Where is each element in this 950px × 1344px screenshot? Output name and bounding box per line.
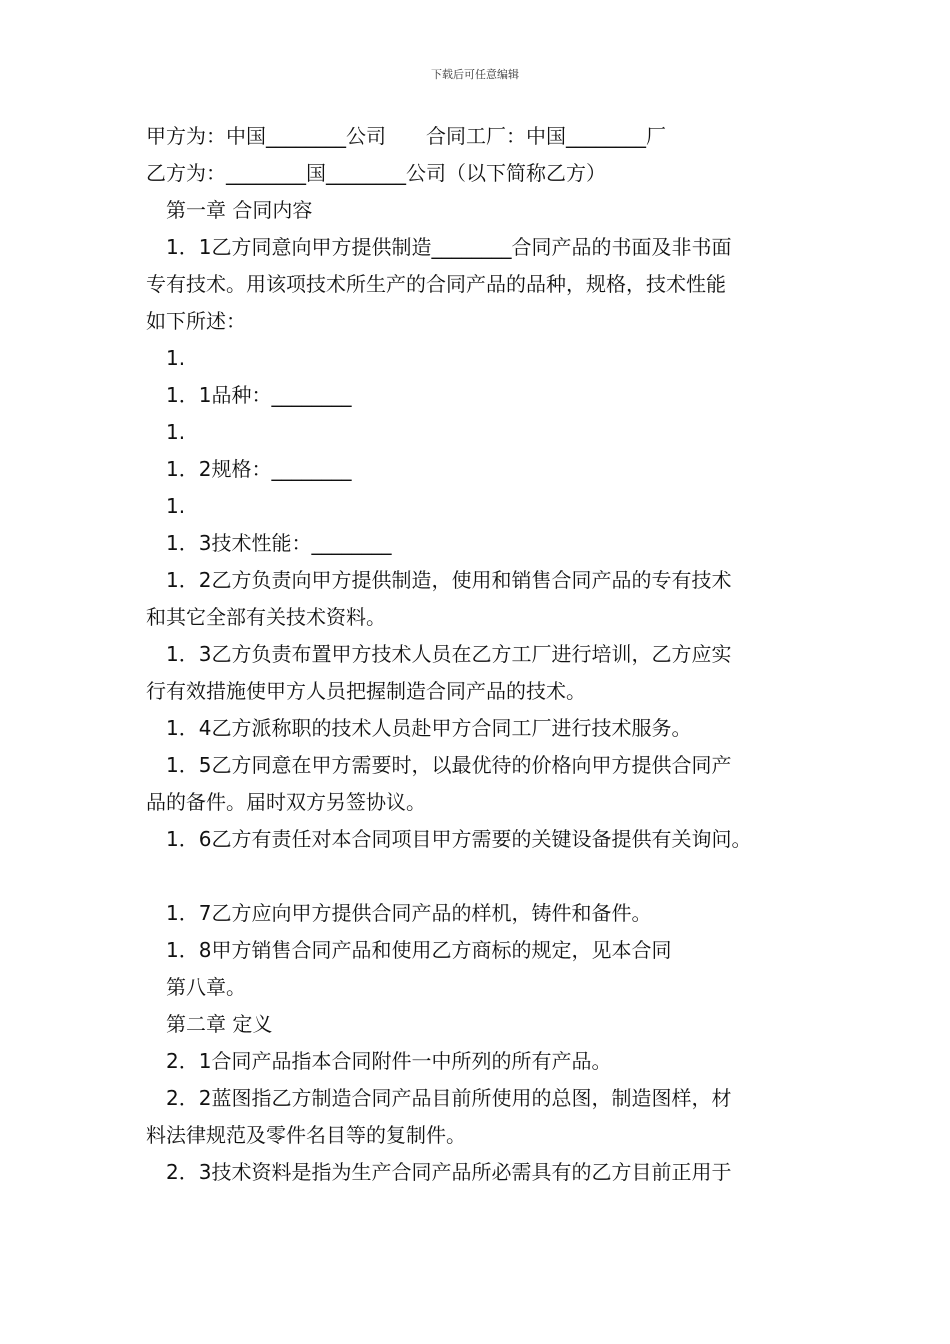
clause-1-8-line-2: 第八章。 [166, 975, 246, 999]
party-a-line: 甲方为：中国________公司 合同工厂：中国________厂 [146, 124, 666, 148]
item-specification: 1．2规格：________ [166, 457, 352, 481]
party-b-line: 乙方为：________国________公司（以下简称乙方） [146, 161, 606, 185]
page-header-note: 下载后可任意编辑 [431, 68, 519, 81]
clause-1-2-line-2: 和其它全部有关技术资料。 [146, 605, 386, 629]
clause-2-2-line-2: 料法律规范及零件名目等的复制件。 [146, 1123, 466, 1147]
clause-1-1-line-1: 1．1乙方同意向甲方提供制造________合同产品的书面及非书面 [166, 235, 732, 259]
blank-line [146, 858, 836, 895]
clause-1-5-line-2: 品的备件。届时双方另签协议。 [146, 790, 426, 814]
clause-2-3-line-1: 2．3技术资料是指为生产合同产品所必需具有的乙方目前正用于 [166, 1160, 732, 1184]
clause-1-1-line-2: 专有技术。用该项技术所生产的合同产品的品种，规格，技术性能 [146, 272, 726, 296]
list-marker-3: 1. [166, 494, 186, 518]
clause-1-8-line-1: 1．8甲方销售合同产品和使用乙方商标的规定，见本合同 [166, 938, 672, 962]
clause-1-3-line-1: 1．3乙方负责布置甲方技术人员在乙方工厂进行培训，乙方应实 [166, 642, 732, 666]
chapter-2-title: 第二章 定义 [166, 1012, 273, 1036]
clause-1-7: 1．7乙方应向甲方提供合同产品的样机，铸件和备件。 [166, 901, 652, 925]
list-marker-2: 1. [166, 420, 186, 444]
clause-1-3-line-2: 行有效措施使甲方人员把握制造合同产品的技术。 [146, 679, 586, 703]
list-marker-1: 1. [166, 346, 186, 370]
document-body [146, 118, 836, 1191]
item-variety: 1．1品种：________ [166, 383, 352, 407]
clause-2-2-line-1: 2．2蓝图指乙方制造合同产品目前所使用的总图，制造图样，材 [166, 1086, 732, 1110]
clause-2-1: 2．1合同产品指本合同附件一中所列的所有产品。 [166, 1049, 612, 1073]
clause-1-2-line-1: 1．2乙方负责向甲方提供制造，使用和销售合同产品的专有技术 [166, 568, 732, 592]
clause-1-4: 1．4乙方派称职的技术人员赴甲方合同工厂进行技术服务。 [166, 716, 692, 740]
chapter-1-title: 第一章 合同内容 [166, 198, 313, 222]
item-technical-performance: 1．3技术性能：________ [166, 531, 392, 555]
clause-1-5-line-1: 1．5乙方同意在甲方需要时，以最优待的价格向甲方提供合同产 [166, 753, 732, 777]
clause-1-1-line-3: 如下所述： [146, 309, 246, 333]
clause-1-6: 1．6乙方有责任对本合同项目甲方需要的关键设备提供有关询问。 [166, 827, 752, 851]
